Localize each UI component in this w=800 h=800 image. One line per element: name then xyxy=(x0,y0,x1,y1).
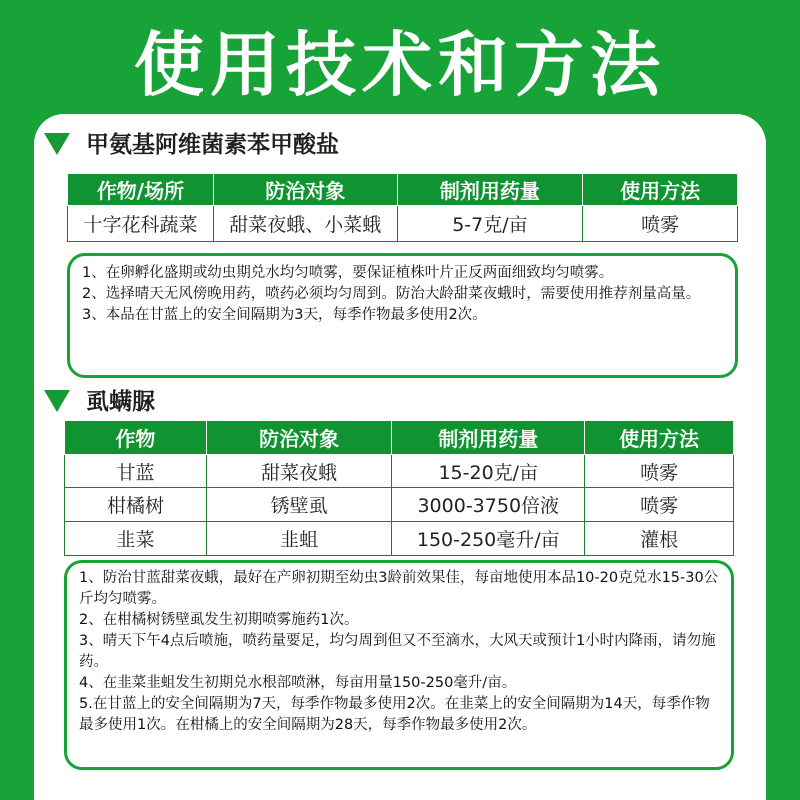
table-header-row xyxy=(65,421,734,455)
notes-box-2 xyxy=(64,560,734,770)
table-cell: 150-250毫升/亩 xyxy=(392,522,585,556)
notes-box-1 xyxy=(67,253,738,378)
table-header-cell: 使用方法 xyxy=(583,174,738,206)
table-header-cell: 防治对象 xyxy=(206,421,392,455)
section-title-2 xyxy=(44,384,155,420)
table-cell: 3000-3750倍液 xyxy=(392,488,585,522)
table-cell: 5-7克/亩 xyxy=(397,206,583,242)
table-header-cell: 防治对象 xyxy=(213,174,397,206)
page-title: 使用技术和方法 xyxy=(134,24,666,106)
table-header-cell: 作物/场所 xyxy=(68,174,214,206)
table-cell: 喷雾 xyxy=(585,488,734,522)
note-line: 5.在甘蓝上的安全间隔期为7天，每季作物最多使用2次。在韭菜上的安全间隔期为14天，每季作物最多使用1次。在柑橘上的安全间隔期为28天，每季作物最多使用2次。 xyxy=(79,696,710,733)
note-line: 2、在柑橘树锈壁虱发生初期喷雾施药1次。 xyxy=(79,612,359,628)
table-cell: 喷雾 xyxy=(585,455,734,488)
note-line: 2、选择晴天无风傍晚用药，喷药必须均匀周到。防治大龄甜菜夜蛾时，需要使用推荐剂量高量。 xyxy=(82,286,701,302)
section-name: 甲氨基阿维菌素苯甲酸盐 xyxy=(86,132,339,158)
section-title-1 xyxy=(44,127,339,163)
note-line: 4、在韭菜韭蛆发生初期兑水根部喷淋，每亩用量150-250毫升/亩。 xyxy=(79,675,517,691)
table-row xyxy=(65,522,734,556)
table-header-row xyxy=(68,174,738,206)
triangle-marker-icon xyxy=(44,390,70,412)
table-cell: 韭菜 xyxy=(65,522,207,556)
triangle-marker-icon xyxy=(44,133,70,155)
spec-table-2 xyxy=(64,420,734,556)
table-cell: 15-20克/亩 xyxy=(392,455,585,488)
table-header-cell: 作物 xyxy=(65,421,207,455)
table-cell: 灌根 xyxy=(585,522,734,556)
table-row xyxy=(65,488,734,522)
table-header-cell: 制剂用药量 xyxy=(397,174,583,206)
table-header-cell: 制剂用药量 xyxy=(392,421,585,455)
table-cell: 锈壁虱 xyxy=(206,488,392,522)
note-line: 3、本品在甘蓝上的安全间隔期为3天，每季作物最多使用2次。 xyxy=(82,307,487,323)
table-cell: 韭蛆 xyxy=(206,522,392,556)
table-row xyxy=(65,455,734,488)
table-header-cell: 使用方法 xyxy=(585,421,734,455)
table-cell: 甜菜夜蛾、小菜蛾 xyxy=(213,206,397,242)
table-cell: 十字花科蔬菜 xyxy=(68,206,214,242)
spec-table-1 xyxy=(67,173,738,242)
note-line: 1、防治甘蓝甜菜夜蛾，最好在产卵初期至幼虫3龄前效果佳，每亩地使用本品10-20克兑水15-30公斤均匀喷雾。 xyxy=(79,570,719,607)
table-cell: 柑橘树 xyxy=(65,488,207,522)
table-cell: 甜菜夜蛾 xyxy=(206,455,392,488)
note-line: 1、在卵孵化盛期或幼虫期兑水均匀喷雾，要保证植株叶片正反两面细致均匀喷雾。 xyxy=(82,265,614,281)
table-cell: 甘蓝 xyxy=(65,455,207,488)
table-row xyxy=(68,206,738,242)
note-line: 3、晴天下午4点后喷施，喷药量要足，均匀周到但又不至滴水，大风天或预计1小时内降雨，请勿施药。 xyxy=(79,633,716,670)
table-cell: 喷雾 xyxy=(583,206,738,242)
section-name: 虱螨脲 xyxy=(86,389,155,415)
